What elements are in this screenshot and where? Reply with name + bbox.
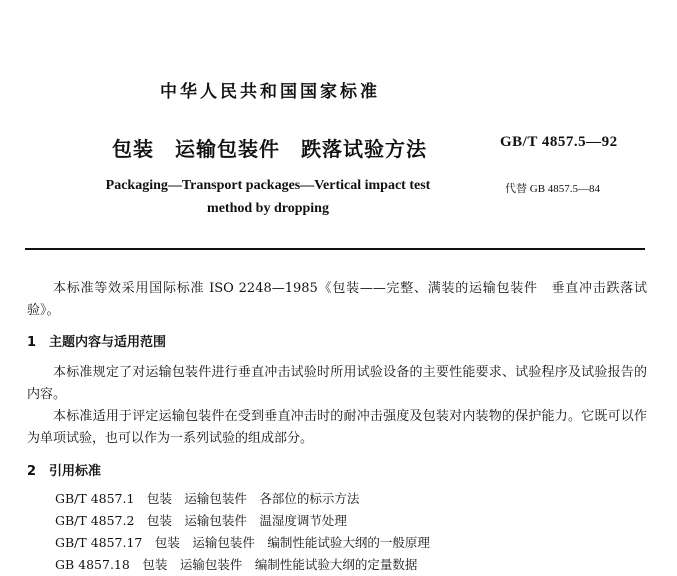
section-number: 1: [27, 335, 37, 350]
section-1-paragraph-1: 本标准规定了对运输包装件进行垂直冲击试验时所用试验设备的主要性能要求、试验程序及试验报告的内容。: [27, 365, 647, 402]
section-title: 主题内容与适用范围: [49, 335, 167, 350]
section-number: 2: [27, 464, 37, 479]
document-title-english-line2: method by dropping: [207, 201, 329, 216]
header-divider: [25, 248, 645, 250]
reference-item: GB/T 4857.2 包装 运输包装件 温湿度调节处理: [55, 513, 347, 528]
section-heading-1: [27, 331, 166, 350]
reference-item: GB 4857.18 包装 运输包装件 编制性能试验大纲的定量数据: [55, 557, 418, 572]
reference-item: GB/T 4857.17 包装 运输包装件 编制性能试验大纲的一般原理: [55, 535, 430, 550]
section-heading-2: [27, 460, 101, 479]
intro-paragraph: 本标准等效采用国际标准 ISO 2248—1985《包装——完整、满装的运输包装件 垂直冲击跌落试验》。: [27, 281, 647, 318]
document-title-english-line1: Packaging—Transport packages—Vertical impact test: [105, 178, 431, 193]
section-1-paragraph-2: 本标准适用于评定运输包装件在受到垂直冲击时的耐冲击强度及包装对内装物的保护能力。它既可以作为单项试验，也可以作为一系列试验的组成部分。: [27, 409, 647, 446]
document-title-chinese: 包装 运输包装件 跌落试验方法: [112, 137, 427, 161]
replaces-standard: 代替 GB 4857.5—84: [505, 183, 601, 195]
section-title: 引用标准: [49, 464, 102, 479]
standard-number: GB/T 4857.5—92: [500, 134, 618, 150]
national-standard-heading: 中华人民共和国国家标准: [160, 82, 380, 102]
reference-item: GB/T 4857.1 包装 运输包装件 各部位的标示方法: [55, 491, 360, 506]
